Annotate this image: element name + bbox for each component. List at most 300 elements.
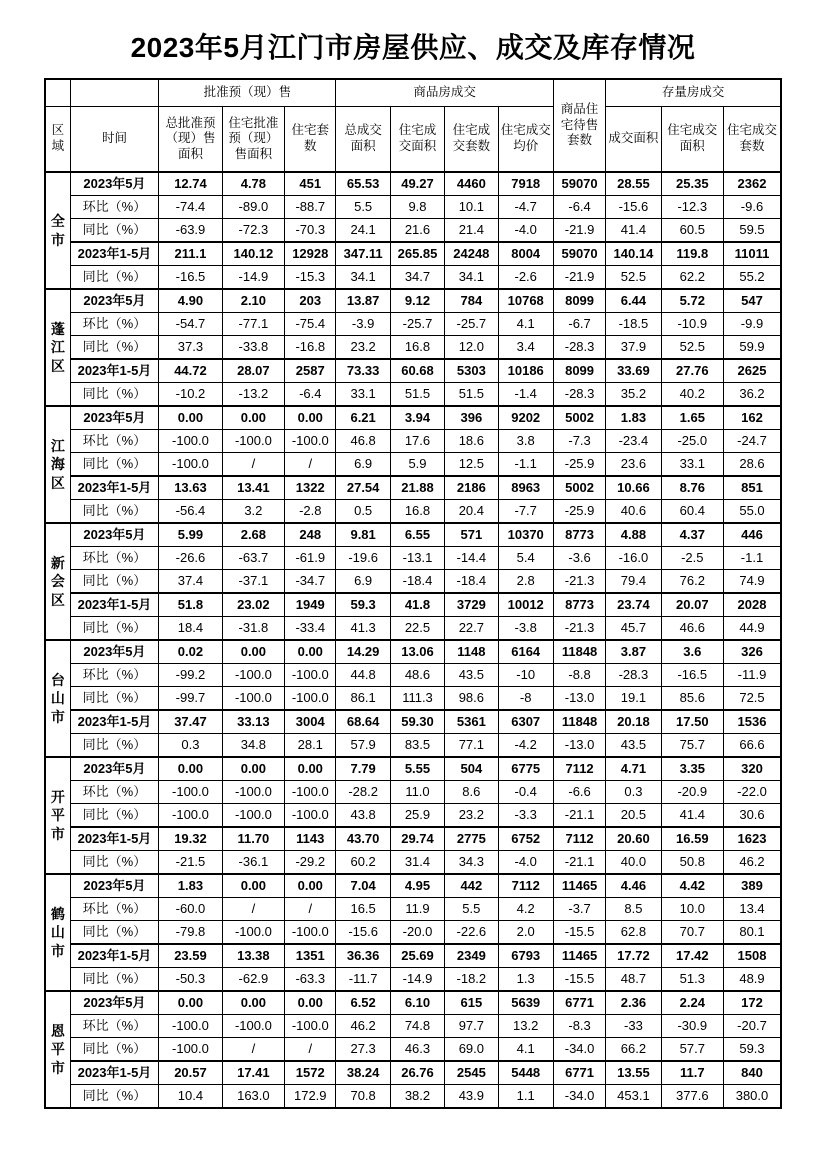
data-cell: 140.12 — [222, 242, 284, 266]
data-cell: 21.88 — [390, 476, 444, 500]
data-cell: 34.1 — [336, 266, 390, 290]
data-cell: 59.3 — [336, 593, 390, 617]
data-cell: 10.66 — [606, 476, 661, 500]
data-cell: 0.00 — [222, 757, 284, 781]
data-cell: 62.8 — [606, 921, 661, 945]
data-cell: -6.7 — [553, 313, 605, 336]
data-cell: 11.9 — [390, 898, 444, 921]
data-cell: -100.0 — [222, 781, 284, 804]
table-row — [45, 523, 781, 547]
housing-stats-table — [44, 78, 782, 1109]
data-cell: -60.0 — [159, 898, 222, 921]
data-cell: 162 — [724, 406, 782, 430]
row-label: 同比（%） — [70, 921, 159, 945]
data-cell: 59070 — [553, 172, 605, 196]
row-label: 同比（%） — [70, 804, 159, 828]
data-cell: -28.3 — [553, 383, 605, 407]
data-cell: -33.4 — [285, 617, 336, 641]
data-cell: 2.68 — [222, 523, 284, 547]
data-cell: 840 — [724, 1061, 782, 1085]
table-row — [45, 406, 781, 430]
data-cell: 22.7 — [445, 617, 498, 641]
data-cell: 69.0 — [445, 1038, 498, 1062]
row-label: 同比（%） — [70, 266, 159, 290]
data-cell: 0.00 — [222, 991, 284, 1015]
data-cell: 11848 — [553, 640, 605, 664]
data-cell: 46.3 — [390, 1038, 444, 1062]
row-label: 同比（%） — [70, 219, 159, 243]
data-cell: 36.36 — [336, 944, 390, 968]
data-cell: 38.24 — [336, 1061, 390, 1085]
data-cell: -28.2 — [336, 781, 390, 804]
data-cell: -9.9 — [724, 313, 782, 336]
table-row — [45, 734, 781, 758]
data-cell: -100.0 — [285, 921, 336, 945]
data-cell: 1.65 — [661, 406, 723, 430]
row-label: 2023年1-5月 — [70, 944, 159, 968]
row-label: 环比（%） — [70, 781, 159, 804]
data-cell: -6.4 — [553, 196, 605, 219]
data-cell: 33.13 — [222, 710, 284, 734]
header-sub-row — [45, 107, 781, 173]
data-cell: 7112 — [553, 757, 605, 781]
data-cell: -3.9 — [336, 313, 390, 336]
data-cell: 119.8 — [661, 242, 723, 266]
table-row — [45, 1061, 781, 1085]
data-cell: / — [222, 898, 284, 921]
data-cell: 6.55 — [390, 523, 444, 547]
data-cell: -10.2 — [159, 383, 222, 407]
data-cell: -63.7 — [222, 547, 284, 570]
data-cell: 9.12 — [390, 289, 444, 313]
data-cell: -100.0 — [285, 664, 336, 687]
row-label: 同比（%） — [70, 734, 159, 758]
data-cell: 1.1 — [498, 1085, 553, 1109]
data-cell: 6793 — [498, 944, 553, 968]
data-cell: 44.8 — [336, 664, 390, 687]
table-row — [45, 1015, 781, 1038]
table-row — [45, 383, 781, 407]
data-cell: 377.6 — [661, 1085, 723, 1109]
data-cell: 3729 — [445, 593, 498, 617]
data-cell: -62.9 — [222, 968, 284, 992]
data-cell: 380.0 — [724, 1085, 782, 1109]
row-label: 2023年5月 — [70, 172, 159, 196]
data-cell: 4.42 — [661, 874, 723, 898]
table-row — [45, 851, 781, 875]
data-cell: 25.35 — [661, 172, 723, 196]
data-cell: 12928 — [285, 242, 336, 266]
data-cell: 27.3 — [336, 1038, 390, 1062]
row-label: 同比（%） — [70, 336, 159, 360]
data-cell: -4.0 — [498, 219, 553, 243]
region-label-text: 恩平市 — [50, 1023, 65, 1076]
data-cell: 446 — [724, 523, 782, 547]
data-cell: -6.4 — [285, 383, 336, 407]
row-label: 同比（%） — [70, 570, 159, 594]
data-cell: 9.8 — [390, 196, 444, 219]
data-cell: -16.5 — [661, 664, 723, 687]
data-cell: -2.5 — [661, 547, 723, 570]
data-cell: 7918 — [498, 172, 553, 196]
data-cell: 60.68 — [390, 359, 444, 383]
data-cell: -15.5 — [553, 968, 605, 992]
data-cell: 7.04 — [336, 874, 390, 898]
data-cell: 0.5 — [336, 500, 390, 524]
data-cell: 547 — [724, 289, 782, 313]
column-header-total-sales-area: 总成交面积 — [336, 107, 390, 173]
data-cell: 28.1 — [285, 734, 336, 758]
data-cell: -25.9 — [553, 500, 605, 524]
row-label: 同比（%） — [70, 500, 159, 524]
table-row — [45, 804, 781, 828]
data-cell: 0.00 — [285, 991, 336, 1015]
data-cell: 74.9 — [724, 570, 782, 594]
data-cell: 8963 — [498, 476, 553, 500]
data-cell: 8.5 — [606, 898, 661, 921]
data-cell: -25.7 — [390, 313, 444, 336]
data-cell: 60.4 — [661, 500, 723, 524]
data-cell: 26.76 — [390, 1061, 444, 1085]
data-cell: 10186 — [498, 359, 553, 383]
row-label: 2023年5月 — [70, 757, 159, 781]
data-cell: -100.0 — [159, 430, 222, 453]
column-header-residential-sales-area: 住宅成交面积 — [390, 107, 444, 173]
data-cell: 1536 — [724, 710, 782, 734]
row-label: 2023年1-5月 — [70, 710, 159, 734]
data-cell: 1623 — [724, 827, 782, 851]
table-row — [45, 898, 781, 921]
data-cell: 70.7 — [661, 921, 723, 945]
data-cell: 66.2 — [606, 1038, 661, 1062]
header-group-row — [45, 79, 781, 107]
data-cell: 16.59 — [661, 827, 723, 851]
table-row — [45, 687, 781, 711]
data-cell: 25.9 — [390, 804, 444, 828]
data-cell: 24248 — [445, 242, 498, 266]
data-cell: -21.1 — [553, 804, 605, 828]
data-cell: -25.9 — [553, 453, 605, 477]
table-row — [45, 921, 781, 945]
data-cell: 11.7 — [661, 1061, 723, 1085]
data-cell: -99.2 — [159, 664, 222, 687]
data-cell: -21.5 — [159, 851, 222, 875]
region-label — [45, 640, 70, 757]
column-header-total-approved-area: 总批准预（现）售面积 — [159, 107, 222, 173]
data-cell: 5639 — [498, 991, 553, 1015]
data-cell: 35.2 — [606, 383, 661, 407]
data-cell: -100.0 — [222, 921, 284, 945]
data-cell: 7112 — [498, 874, 553, 898]
data-cell: 23.2 — [336, 336, 390, 360]
region-label — [45, 991, 70, 1108]
data-cell: 60.2 — [336, 851, 390, 875]
data-cell: 3004 — [285, 710, 336, 734]
table-row — [45, 453, 781, 477]
data-cell: 6.21 — [336, 406, 390, 430]
data-cell: 12.5 — [445, 453, 498, 477]
table-row — [45, 336, 781, 360]
data-cell: -20.7 — [724, 1015, 782, 1038]
data-cell: 10.1 — [445, 196, 498, 219]
data-cell: 6752 — [498, 827, 553, 851]
data-cell: -0.4 — [498, 781, 553, 804]
data-cell: 504 — [445, 757, 498, 781]
data-cell: 34.7 — [390, 266, 444, 290]
data-cell: 8.76 — [661, 476, 723, 500]
region-label — [45, 172, 70, 289]
data-cell: 0.3 — [606, 781, 661, 804]
data-cell: 4.88 — [606, 523, 661, 547]
data-cell: -8.8 — [553, 664, 605, 687]
data-cell: 57.9 — [336, 734, 390, 758]
data-cell: 80.1 — [724, 921, 782, 945]
data-cell: -16.5 — [159, 266, 222, 290]
data-cell: -22.0 — [724, 781, 782, 804]
data-cell: 18.6 — [445, 430, 498, 453]
data-cell: 29.74 — [390, 827, 444, 851]
table-row — [45, 710, 781, 734]
column-header-stock-residential-sales-units: 住宅成交套数 — [724, 107, 782, 173]
data-cell: 65.53 — [336, 172, 390, 196]
data-cell: -30.9 — [661, 1015, 723, 1038]
data-cell: 13.2 — [498, 1015, 553, 1038]
data-cell: 43.8 — [336, 804, 390, 828]
region-label-text: 江海区 — [50, 438, 65, 491]
data-cell: 453.1 — [606, 1085, 661, 1109]
table-row — [45, 172, 781, 196]
data-cell: 41.4 — [661, 804, 723, 828]
data-cell: 4.1 — [498, 313, 553, 336]
data-cell: 17.72 — [606, 944, 661, 968]
data-cell: 48.6 — [390, 664, 444, 687]
data-cell: 51.5 — [445, 383, 498, 407]
data-cell: 10.4 — [159, 1085, 222, 1109]
data-cell: 40.2 — [661, 383, 723, 407]
data-cell: 2.36 — [606, 991, 661, 1015]
row-label: 同比（%） — [70, 851, 159, 875]
data-cell: 163.0 — [222, 1085, 284, 1109]
data-cell: 1322 — [285, 476, 336, 500]
data-cell: / — [222, 453, 284, 477]
data-cell: -100.0 — [159, 453, 222, 477]
row-label: 环比（%） — [70, 196, 159, 219]
data-cell: 30.6 — [724, 804, 782, 828]
data-cell: 5.72 — [661, 289, 723, 313]
table-row — [45, 874, 781, 898]
data-cell: 3.35 — [661, 757, 723, 781]
data-cell: -34.0 — [553, 1038, 605, 1062]
data-cell: 41.8 — [390, 593, 444, 617]
data-cell: 72.5 — [724, 687, 782, 711]
data-cell: 5361 — [445, 710, 498, 734]
data-cell: 97.7 — [445, 1015, 498, 1038]
data-cell: 20.5 — [606, 804, 661, 828]
data-cell: -7.3 — [553, 430, 605, 453]
data-cell: 13.55 — [606, 1061, 661, 1085]
data-cell: 57.7 — [661, 1038, 723, 1062]
data-cell: / — [222, 1038, 284, 1062]
data-cell: 0.00 — [222, 406, 284, 430]
data-cell: 36.2 — [724, 383, 782, 407]
data-cell: 43.9 — [445, 1085, 498, 1109]
data-cell: -89.0 — [222, 196, 284, 219]
region-label-text: 开平市 — [50, 789, 65, 842]
data-cell: 52.5 — [606, 266, 661, 290]
data-cell: -100.0 — [222, 664, 284, 687]
data-cell: -100.0 — [222, 1015, 284, 1038]
column-header-residential-avg-price: 住宅成交均价 — [498, 107, 553, 173]
data-cell: -10.9 — [661, 313, 723, 336]
data-cell: -8.3 — [553, 1015, 605, 1038]
data-cell: 40.0 — [606, 851, 661, 875]
data-cell: 51.3 — [661, 968, 723, 992]
data-cell: 51.8 — [159, 593, 222, 617]
data-cell: -36.1 — [222, 851, 284, 875]
row-label: 2023年1-5月 — [70, 827, 159, 851]
data-cell: -24.7 — [724, 430, 782, 453]
data-cell: -3.8 — [498, 617, 553, 641]
data-cell: 43.5 — [445, 664, 498, 687]
row-label: 2023年1-5月 — [70, 359, 159, 383]
data-cell: 2.8 — [498, 570, 553, 594]
data-cell: 4.71 — [606, 757, 661, 781]
data-cell: 11.70 — [222, 827, 284, 851]
table-row — [45, 266, 781, 290]
data-cell: 40.6 — [606, 500, 661, 524]
data-cell: 10012 — [498, 593, 553, 617]
table-row — [45, 547, 781, 570]
data-cell: 6307 — [498, 710, 553, 734]
data-cell: -88.7 — [285, 196, 336, 219]
data-cell: 1.3 — [498, 968, 553, 992]
data-cell: -100.0 — [222, 430, 284, 453]
region-label-text: 全市 — [50, 213, 65, 248]
region-label — [45, 406, 70, 523]
data-cell: -21.9 — [553, 266, 605, 290]
data-cell: 46.2 — [724, 851, 782, 875]
data-cell: -21.3 — [553, 570, 605, 594]
data-cell: -26.6 — [159, 547, 222, 570]
data-cell: -54.7 — [159, 313, 222, 336]
data-cell: 46.8 — [336, 430, 390, 453]
table-row — [45, 476, 781, 500]
table-row — [45, 570, 781, 594]
data-cell: -22.6 — [445, 921, 498, 945]
data-cell: 43.70 — [336, 827, 390, 851]
corner-blank-time — [70, 79, 159, 107]
data-cell: -13.0 — [553, 687, 605, 711]
row-label: 2023年5月 — [70, 640, 159, 664]
data-cell: -14.9 — [390, 968, 444, 992]
table-row — [45, 430, 781, 453]
column-header-pending-units: 商品住宅待售套数 — [553, 79, 605, 172]
data-cell: -9.6 — [724, 196, 782, 219]
data-cell: 6775 — [498, 757, 553, 781]
data-cell: 48.7 — [606, 968, 661, 992]
data-cell: 1.83 — [159, 874, 222, 898]
table-row — [45, 991, 781, 1015]
data-cell: 17.42 — [661, 944, 723, 968]
row-label: 环比（%） — [70, 664, 159, 687]
row-label: 同比（%） — [70, 617, 159, 641]
data-cell: 11465 — [553, 944, 605, 968]
data-cell: 2587 — [285, 359, 336, 383]
data-cell: 4460 — [445, 172, 498, 196]
data-cell: 389 — [724, 874, 782, 898]
data-cell: 13.06 — [390, 640, 444, 664]
row-label: 2023年5月 — [70, 289, 159, 313]
data-cell: 1.83 — [606, 406, 661, 430]
data-cell: -25.0 — [661, 430, 723, 453]
data-cell: 0.02 — [159, 640, 222, 664]
data-cell: 5.9 — [390, 453, 444, 477]
data-cell: 50.8 — [661, 851, 723, 875]
data-cell: 5002 — [553, 476, 605, 500]
data-cell: 0.00 — [159, 757, 222, 781]
row-label: 2023年1-5月 — [70, 476, 159, 500]
data-cell: 10768 — [498, 289, 553, 313]
data-cell: 851 — [724, 476, 782, 500]
data-cell: -79.8 — [159, 921, 222, 945]
data-cell: 2775 — [445, 827, 498, 851]
table-row — [45, 640, 781, 664]
data-cell: 19.32 — [159, 827, 222, 851]
data-cell: 46.6 — [661, 617, 723, 641]
column-header-region: 区域 — [45, 107, 70, 173]
data-cell: 6771 — [553, 1061, 605, 1085]
data-cell: 6771 — [553, 991, 605, 1015]
data-cell: 7.79 — [336, 757, 390, 781]
data-cell: -77.1 — [222, 313, 284, 336]
data-cell: 5303 — [445, 359, 498, 383]
data-cell: -15.5 — [553, 921, 605, 945]
data-cell: 12.0 — [445, 336, 498, 360]
group-header-stock-sales: 存量房成交 — [606, 79, 781, 107]
table-row — [45, 781, 781, 804]
table-row — [45, 968, 781, 992]
data-cell: 140.14 — [606, 242, 661, 266]
data-cell: 62.2 — [661, 266, 723, 290]
data-cell: -1.4 — [498, 383, 553, 407]
data-cell: 11465 — [553, 874, 605, 898]
data-cell: 77.1 — [445, 734, 498, 758]
data-cell: 13.4 — [724, 898, 782, 921]
data-cell: 451 — [285, 172, 336, 196]
data-cell: 23.74 — [606, 593, 661, 617]
data-cell: 4.46 — [606, 874, 661, 898]
data-cell: -100.0 — [159, 1038, 222, 1062]
data-cell: -37.1 — [222, 570, 284, 594]
data-cell: 12.74 — [159, 172, 222, 196]
data-cell: 0.00 — [159, 991, 222, 1015]
table-body — [45, 172, 781, 1108]
row-label: 同比（%） — [70, 453, 159, 477]
data-cell: -2.6 — [498, 266, 553, 290]
data-cell: 8099 — [553, 289, 605, 313]
data-cell: -63.9 — [159, 219, 222, 243]
data-cell: -34.7 — [285, 570, 336, 594]
data-cell: -1.1 — [724, 547, 782, 570]
data-cell: -14.9 — [222, 266, 284, 290]
data-cell: 615 — [445, 991, 498, 1015]
row-label: 同比（%） — [70, 383, 159, 407]
data-cell: 59.5 — [724, 219, 782, 243]
data-cell: -13.2 — [222, 383, 284, 407]
data-cell: -28.3 — [606, 664, 661, 687]
data-cell: 3.6 — [661, 640, 723, 664]
region-label-text: 蓬江区 — [50, 321, 65, 374]
